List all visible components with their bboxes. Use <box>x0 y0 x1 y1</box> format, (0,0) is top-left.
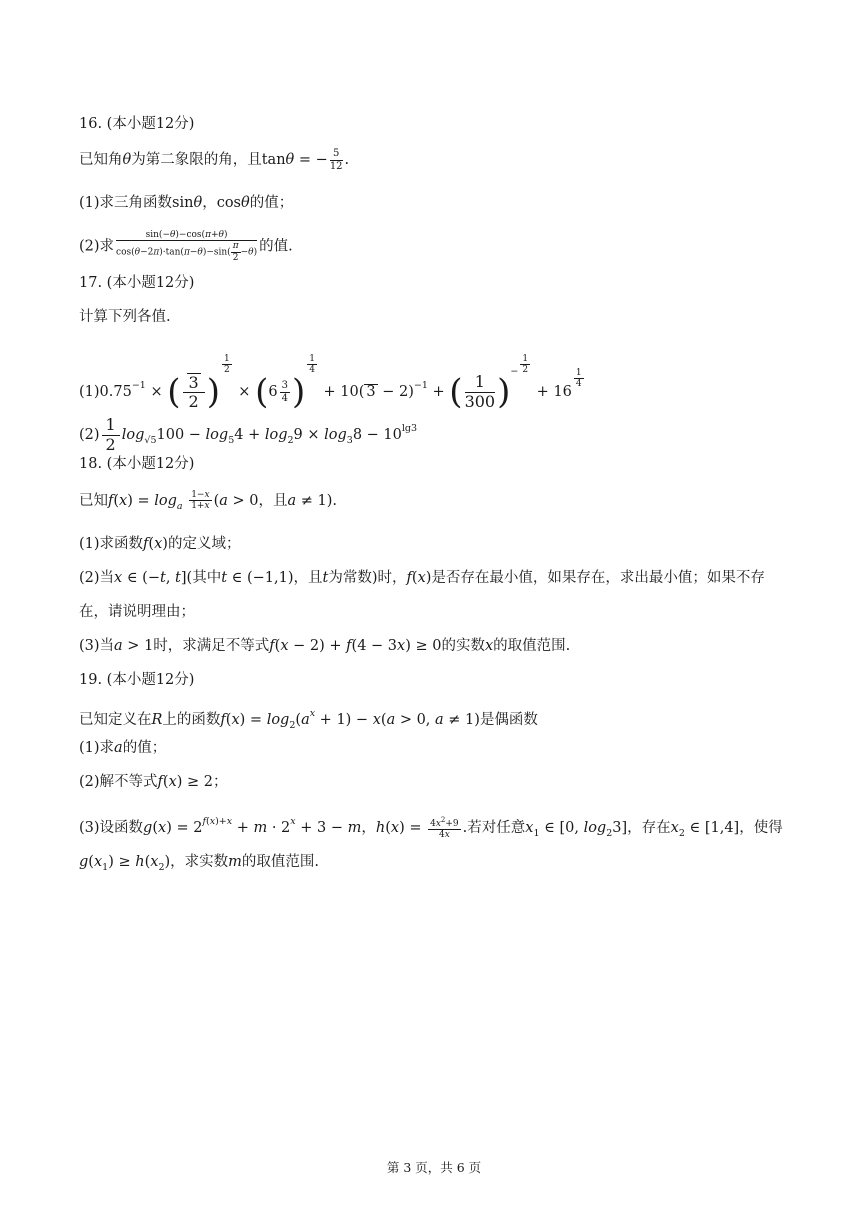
q17-header: 17. (本小题12分) <box>79 275 195 291</box>
q18-stem: 已知$f(x) = \log_a$ $\frac{1-x}{1+x}$ (a > 0，且a ≠ 1). <box>79 490 337 512</box>
q19-part2: (2)解不等式f(x) ≥ 2； <box>79 774 228 790</box>
q17-part2: (2) $\frac{1}{2}$ $\log_{√5}100 - \log_54 + \log_29 \times \log_38 - 10^{lg3}$ <box>79 415 418 454</box>
q18-part3: (3)当a > 1时，求满足不等式f(x − 2) + f(4 − 3x) ≥ 0的实数x的取值范围. <box>79 638 571 654</box>
q19-part3-cont: $g(x_1) \ge h(x_2)$，求实数m的取值范围. <box>79 854 320 873</box>
q18-part2-cont: 在，请说明理由； <box>79 604 195 620</box>
q19-part3: (3)设函数$g(x) = 2^{f(x)+x} + m \cdot 2^x + 3 - m$，h(x) = $\frac{4x^2+9}{4x}$ .若对任意$x_1$ ∈ [0, $\log_23$]，存在$x_2$ ∈ [1,4]，使得 <box>79 815 783 840</box>
q17-part1: $(1)0.75^{-1}$ × ( $\frac{3}{2}$ ) $\frac{1}{2}$ × (6 $\frac{3}{4}$ ) $\frac{1}{4}$ + 10( 3 − 2)$^{-1}$ + ( $\frac{1}{300}$ )− $\frac{1}{2}$ + 16 $\frac{1}{4}$ <box>79 353 582 412</box>
q18-part1: (1)求函数f(x)的定义域； <box>79 536 241 552</box>
q19-stem: 已知定义在R上的函数$f(x) = \log_2(a^x + 1) - x(a > 0$, a ≠ 1)是偶函数 <box>79 708 538 731</box>
q19-header: 19. (本小题12分) <box>79 672 195 688</box>
q17-stem: 计算下列各值. <box>79 309 171 325</box>
page-footer: 第 3 页，共 6 页 <box>386 1160 482 1175</box>
q16-part1: (1)求三角函数sinθ，cosθ的值； <box>79 195 294 211</box>
q18-header: 18. (本小题12分) <box>79 456 195 472</box>
q18-part2: (2)当x ∈ (−t, t](其中t ∈ (−1,1)，且t为常数)时，f(x)是否存在最小值，如果存在，求出最小值；如果不存 <box>79 570 765 586</box>
q19-part1: (1)求a的值； <box>79 740 167 756</box>
q16-header: 16. (本小题12分) <box>79 116 195 132</box>
q16-stem: 已知角θ为第二象限的角，且tanθ = − $\frac{5}{12}$ . <box>79 148 350 172</box>
q16-part2: (2)求 sin(−θ)−cos(π+θ) cos(θ−2π)·tan(π−θ)−sin( $\frac{\pi}{2}$ −θ) 的值. <box>79 230 293 263</box>
